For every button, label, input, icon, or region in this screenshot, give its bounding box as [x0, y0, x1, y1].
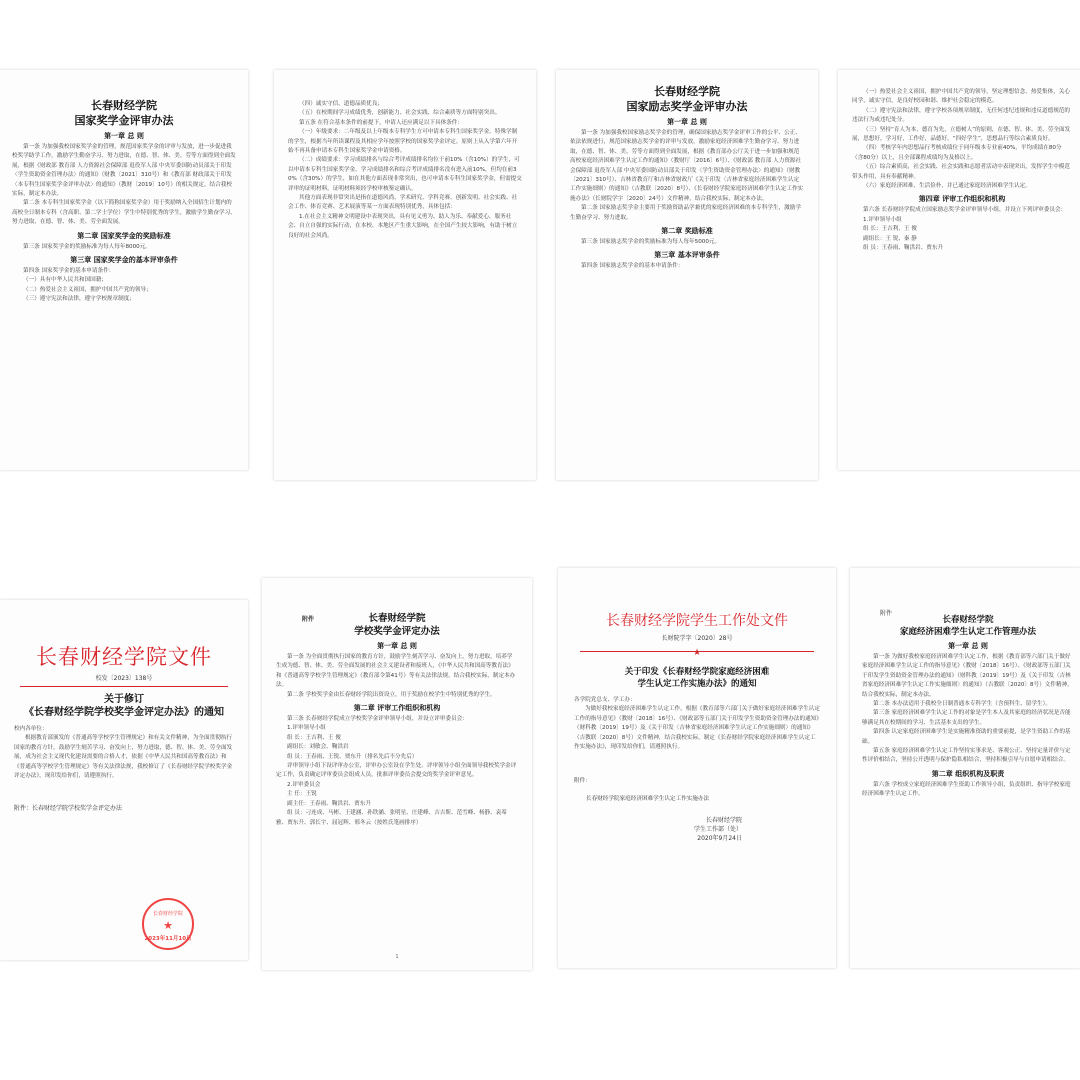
article-text: （二）成绩要求：学习成绩排名与综合考评成绩排名均位于前10%（含10%）的学生，可以申请本专科生国家奖学金。学习成绩排名和综合考评成绩排名没有进入前10%，但均在前30%（含30%）的学生，如在其他方面表现非常突出，也可申请本专科生国家奖学金，但需提交评审的证明材料，证明材料须经学校审核鉴定确认。	[288, 157, 522, 192]
page-number: 1	[395, 954, 399, 960]
attachment-label: 附件	[302, 616, 315, 623]
list-item: （三）遵守宪法和法律，遵守学校规章制度；	[23, 296, 135, 303]
list-item: 主 任：王锐	[287, 791, 317, 798]
document-page-7	[558, 568, 836, 968]
signature-org: 长春财经学院	[705, 817, 742, 825]
seal-date: 2023年11月10日	[144, 936, 192, 942]
list-item: 2.评审委员会	[287, 781, 321, 788]
chapter-heading: 第一章 总 则	[104, 132, 144, 140]
chapter-heading: 第一章 总 则	[377, 642, 417, 650]
article-text: 第三条 国家励志奖学金的奖励标准为每人每年5000元。	[581, 239, 721, 246]
chapter-heading: 第一章 总 则	[948, 642, 988, 650]
document-page-6	[262, 578, 532, 970]
list-item: 组 员：刁连成、马彬、王建涵、孙铁涵、张明星、庄建峰、吉吉斯、范雪峰、杨静、袁希雅、贾东升、郭长宇、屈冠辉、邢冬云（按姓氏笔画排序）	[276, 810, 507, 826]
notice-body: 根据教育部颁发的《普通高等学校学生管理规定》和有关文件精神，为全面贯彻执行国家的教育方针，鼓励学生刻苦学习、奋发向上，努力进取，德、智、体、美、劳全面发展，成为社会主义现代化建设需要的合格人才，依据《中华人民共和国高等教育法》和《普通高等学校学生管理规定》等有关法律法规，我校修订了《长春财经学院学校奖学金评定办法》，现印发给你们，请遵照执行。	[14, 735, 233, 780]
article-text: 第二条 本办法适用于我校全日制普通本专科学生（含预科生、留学生）。	[873, 701, 1051, 708]
article-text: 第一条 为加强我校国家励志奖学金的管理，确保国家励志奖学金评审工作的公平、公正、依法依规进行，规范国家励志奖学金的评审与发放，激励家庭经济困难学生勤奋学习、努力进取，在德、智、体、美、劳等方面得到全面发展，根据《教育部办公厅关于进一步加强和规范高校家庭经济困难学生认定工作的通知》（教财厅〔2016〕6号）、《财政部 教育部 人力资源社会保障部 退役军人部 中央军委国防动员部关于印发〈学生资助资金管理办法〉的通知》（财教〔2021〕310号）、吉林省教育厅和吉林省财政厅《关于印发〈吉林省家庭经济困难学生认定工作实施细则〉的通知》（吉教联〔2020〕8号）、《长春财经学院家庭经济困难学生认定工作实施办法》（长财院学字〔2020〕24号）文件精神，结合我校实际，制定本办法。	[570, 130, 804, 202]
document-page-1	[0, 70, 248, 470]
article-text: 第二条 本专科生国家奖学金（以下简称国家奖学金）用于奖励纳入全国招生计划内的高校全日制本专科（含高职、第二学士学位）学生中特别优秀的学生，激励学生勤奋学习、努力进取，在德、智、体、美、劳全面发展。	[12, 200, 236, 226]
document-page-4	[838, 70, 1080, 470]
recipient-line: 各学院党总支、学工办：	[574, 697, 636, 703]
page-title: 长春财经学院	[942, 615, 994, 625]
list-item: （四）诚实守信，道德品质优良；	[299, 101, 383, 107]
page-subtitle: 家庭经济困难学生认定工作管理办法	[899, 627, 1036, 637]
red-divider	[20, 686, 228, 687]
page-corner-mark	[564, 574, 574, 584]
signature-date: 2020年9月24日	[697, 835, 742, 843]
notice-body: 为做好我校家庭经济困难学生认定工作，根据《教育部等六部门关于做好家庭经济困难学生认定工作的指导意见》（教财〔2018〕16号）、《财政部等五部门关于印发学生资助资金管理办法的通知》（财科教〔2019〕19号）及《关于印发〈吉林省家庭经济困难学生认定工作实施细则〉的通知》（吉教联〔2020〕8号）文件精神，结合我校实际，制定《长春财经学院家庭经济困难学生认定工作实施办法》，现印发给你们，请遵照执行。	[574, 706, 820, 751]
list-item: （四）考核学年内思想品行考核成绩位于同年级本专业前40%，平均成绩在80分（含80分）以上，且全部课程成绩均为及格以上。	[852, 145, 1062, 161]
page-subtitle: 国家奖学金评审办法	[74, 114, 174, 127]
document-red-header: 长春财经学院学生工作处文件	[606, 613, 788, 629]
page-corner-mark	[280, 464, 290, 474]
list-item: 副组长：王 锐、秦 静	[863, 235, 917, 242]
article-text: 第三条 家庭经济困难学生认定工作的对象是学生本人及其家庭的经济状况是否能够满足其在校期间的学习、生活基本支出的学生。	[862, 710, 1071, 726]
article-text: 第四条 认定家庭经济困难学生是实施精准资助的重要前提，是学生资助工作的基础。	[862, 729, 1071, 745]
document-page-8	[850, 568, 1080, 968]
article-text: 第四条 国家励志奖学金的基本申请条件：	[581, 263, 684, 270]
article-text: 第三条 长春财经学院成立学校奖学金评审领导小组，并设立评审委员会：	[287, 716, 468, 723]
page-corner-mark	[820, 574, 830, 584]
article-text: 第一条 为全面贯彻执行国家的教育方针，鼓励学生刻苦学习、奋发向上，努力进取，培养学生成为德、智、体、美、劳全面发展的社会主义建设者和接班人，《中华人民共和国高等教育法》和《普通高等学校学生管理规定》（教育部令第41号）等有关法律法规，结合我校实际，制定本办法。	[276, 654, 516, 689]
list-item: （五）在校期间学习成绩优秀，创新能力、社会实践、综合素质等方面特别突出。	[299, 110, 501, 117]
article-text: （一）年级要求：二年级及以上年级本专科学生方可申请本专科生国家奖学金。特殊学制的学生，根据当年所读课程及其相应学年按照学校的国家奖学金评定。原则上从入学第六年开始不再具备申请本专科生国家奖学金申请资格。	[288, 129, 518, 155]
article-text: 其他方面表现非常突出是指在道德风尚、学术研究、学科竞赛、创新发明、社会实践、社会工作、体育竞赛、艺术展演等某一方面表现特别优秀，具体包括：	[288, 195, 518, 211]
page-corner-mark	[6, 454, 16, 464]
list-item: （六）家庭经济困难，生活俭朴，并已通过家庭经济困难学生认定。	[863, 183, 1031, 190]
page-corner-mark	[562, 464, 572, 474]
page-subtitle: 国家励志奖学金评审办法	[626, 100, 748, 113]
page-corner-mark	[844, 76, 854, 86]
list-item: （三）坚持“育人为本、德育为先，立德树人”的原则，在德、智、体、美、劳全面发展，思想好，学习好，工作好，品德好，“四好学生”，思想品行等综合素质良好。	[852, 126, 1071, 143]
attachment-line: 长春财经学院家庭经济困难学生认定工作实施办法	[586, 796, 710, 803]
page-corner-mark	[232, 454, 242, 464]
list-item: 组 长：王吉利、王 俊	[863, 226, 917, 233]
page-corner-mark	[516, 584, 526, 594]
article-text: 第二条 学校奖学金由长春财经学院出资设立，用于奖励在校学生中特别优秀的学生。	[287, 691, 496, 698]
page-title: 长春财经学院	[91, 99, 157, 112]
article-text: 第六条 长春财经学院成立国家励志奖学金评审领导小组，并设立下列评审委员会：	[863, 207, 1067, 214]
list-item: （一）热爱社会主义祖国，拥护中国共产党的领导，坚定理想信念，热爱集体，关心同学，诚实守信，是良好校园和谐、维护社会稳定的模范。	[852, 89, 1070, 105]
page-corner-mark	[232, 76, 242, 86]
chapter-heading: 第二章 组织机构及职责	[931, 769, 1005, 778]
article-text: 第四条 国家奖学金的基本申请条件：	[23, 268, 115, 275]
page-corner-mark	[6, 76, 16, 86]
red-star-icon: ★	[692, 648, 702, 658]
list-item: （一）具有中华人民共和国国籍；	[23, 277, 107, 284]
list-item: （二）遵守宪法和法律，遵守学校各项规章制度，无任何违纪违规和违反道德规范的违法行为或违纪处分。	[852, 107, 1070, 124]
article-text: 第一条 为做好我校家庭经济困难学生认定工作，根据《教育部等六部门关于做好家庭经济困难学生认定工作的指导意见》（教财〔2018〕16号）、《财政部等五部门关于印发学生资助资金管理办法的通知》（财科教〔2019〕19号）及《关于印发〈吉林省家庭经济困难学生认定工作实施细则〉的通知》（吉教联〔2020〕8号）文件精神，结合我校实际，制定本办法。	[862, 654, 1073, 698]
attachment-label: 附件：	[574, 778, 591, 785]
article-text: 第二条 国家励志奖学金主要用于奖励资助品学兼优的家庭经济困难的本专科学生，激励学生勤奋学习、努力进取。	[570, 205, 801, 221]
official-seal	[142, 898, 194, 950]
page-corner-mark	[802, 464, 812, 474]
page-corner-mark	[844, 454, 854, 464]
page-title: 长春财经学院	[368, 613, 426, 624]
seal-text: 长春财经学院	[152, 911, 183, 917]
page-corner-mark	[856, 574, 866, 584]
notice-title: 关于印发《长春财经学院家庭经济困难	[624, 667, 770, 677]
chapter-heading: 第一章 总 则	[667, 118, 707, 126]
document-red-header: 长春财经学院文件	[36, 645, 212, 669]
page-corner-mark	[802, 76, 812, 86]
list-item: 1.评审领导小组	[287, 725, 326, 732]
article-text: 1.在社会主义精神文明建设中表现突出，具有见义勇为、助人为乐、奉献爱心、服务社会、自立自强的实际行动，在本校、本地区产生重大影响，在全国产生较大影响，有助于树立良好的社会风尚。	[288, 213, 518, 239]
chapter-heading: 第二章 奖励标准	[661, 227, 713, 236]
article-text: 第三条 国家奖学金的奖励标准为每人每年8000元。	[23, 243, 151, 250]
page-corner-mark	[520, 464, 530, 474]
page-corner-mark	[562, 76, 572, 86]
page-title: 长春财经学院	[654, 85, 720, 98]
article-text: 评审领导小组下设评审办公室，评审办公室设在学生处。评审领导小组全面领导我校奖学金评定工作，负责确定评审委员会组成人员，批准评审委员会提交的奖学金评审意见。	[276, 763, 517, 779]
notice-title: 学生认定工作实施办法》的通知	[637, 679, 757, 689]
list-item: 副主任：王春雨、鞠洪岩、贾东升	[287, 800, 371, 807]
recipient-line: 校内各单位：	[14, 726, 48, 732]
article-text: 第五条 在符合基本条件的前提下，申请人还应满足以下具体条件：	[299, 119, 463, 126]
list-item: 1.评审领导小组	[863, 216, 902, 223]
chapter-heading: 第三章 基本评审条件	[654, 251, 720, 260]
page-corner-mark	[520, 76, 530, 86]
list-item: 副组长：刘敏会、鞠洪岩	[287, 744, 349, 751]
page-corner-mark	[280, 76, 290, 86]
page-subtitle: 学校奖学金评定办法	[354, 626, 440, 637]
article-text: 第一条 为加强我校国家奖学金的管理，规范国家奖学金的评审与发放，进一步促进我校奖学助学工作，激励学生勤奋学习、努力进取，在德、智、体、美、劳等方面得到全面发展，根据《财政部 教育部 人力资源社会保障部 退役军人部 中央军委国防动员部关于印发〈学生资助资金管理办法〉的通知》（财教〔2021〕310号）和《教育部 财政部关于印发〈本专科生国家奖学金评审办法〉的通知》（教财〔2019〕10号）的相关规定，结合我校实际，制定本办法。	[12, 144, 236, 198]
list-item: 组 员：王春雨、王锐、贾东升（排名先后不分先后）	[287, 753, 418, 760]
attachment-line: 附件：长春财经学院学校奖学金评定办法	[14, 805, 123, 813]
list-item: （五）综合素质高，社会实践、社会实践和志愿者活动中表现突出，发挥学生中模范带头作用，具有奉献精神。	[852, 164, 1070, 180]
article-text: 第五条 家庭经济困难学生认定工作坚持实事求是、客观公正、坚持定量评价与定性评价相结合，坚持公开透明与保护隐私相结合，坚持积极引导与自愿申请相结合。	[862, 748, 1071, 764]
attachment-label: 附件	[880, 610, 893, 617]
document-page-5	[0, 600, 248, 960]
signature-dept: 学生工作部（处）	[693, 826, 742, 834]
chapter-heading: 第二章 国家奖学金的奖励标准	[77, 231, 171, 240]
notice-title: 关于修订	[104, 694, 144, 705]
chapter-heading: 第二章 评审工作组织和机构	[353, 704, 441, 713]
document-page-3	[556, 70, 818, 480]
document-number: 长财院学字〔2020〕28号	[661, 635, 733, 642]
article-text: 第六条 学校成立家庭经济困难学生资助工作领导小组，负责组织、指导学校家庭经济困难学生认定工作。	[862, 781, 1071, 798]
chapter-heading: 第三章 国家奖学金的基本评审条件	[70, 256, 178, 265]
list-item: （二）热爱社会主义祖国，拥护中国共产党的领导；	[23, 286, 152, 293]
seal-star-icon: ★	[163, 919, 173, 932]
document-number: 校发〔2023〕138号	[95, 675, 153, 682]
chapter-heading: 第四章 评审工作组织和机构	[918, 195, 1006, 204]
page-corner-mark	[268, 584, 278, 594]
list-item: 组 员：王春雨、鞠洪岩、贾东升	[863, 245, 944, 252]
list-item: 组 长：王吉利、王 俊	[287, 734, 341, 741]
notice-title: 《长春财经学院学校奖学金评定办法》的通知	[24, 707, 224, 718]
document-page-2	[274, 70, 536, 480]
